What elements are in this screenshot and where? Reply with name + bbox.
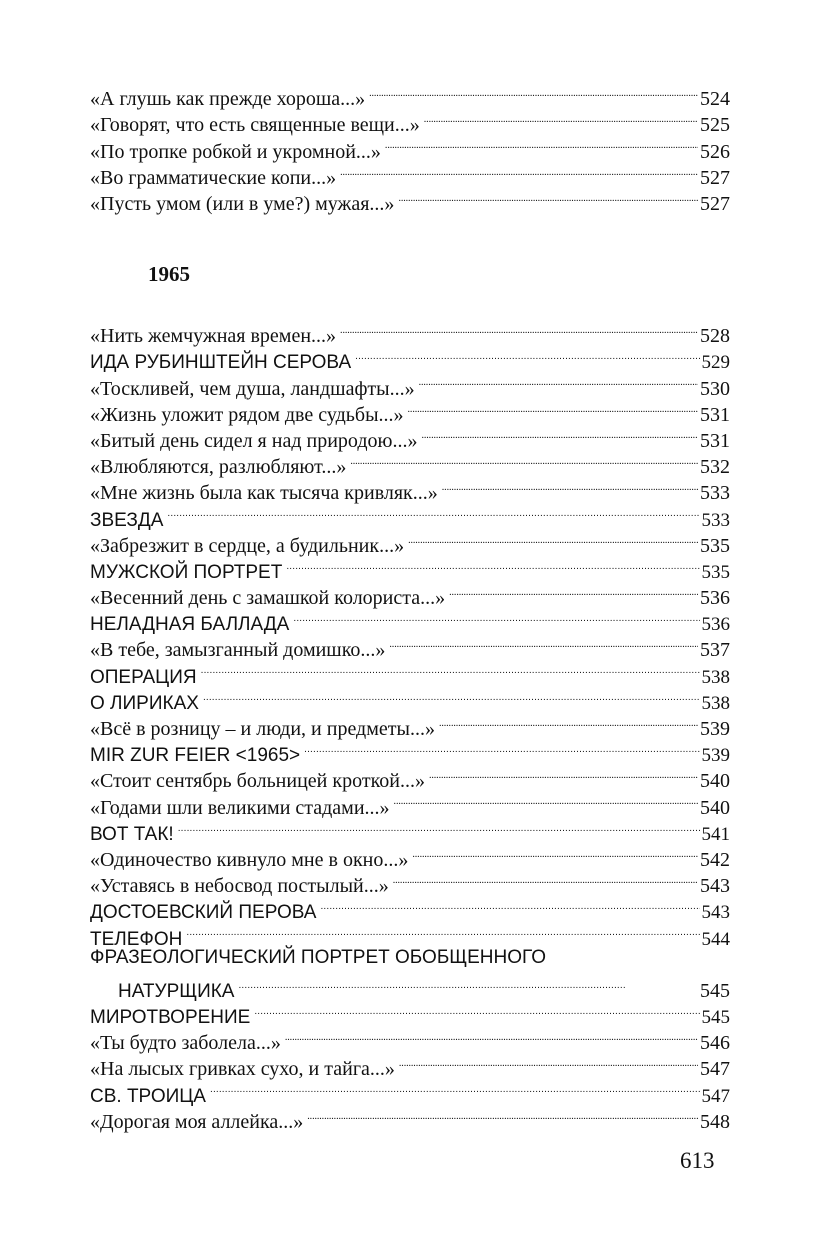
toc-entry-page: 546	[700, 1032, 730, 1055]
toc-entry	[90, 499, 730, 531]
toc-entry-page: 528	[700, 325, 730, 348]
toc-entry-title: ИДА РУБИНШТЕЙН СЕРОВА	[90, 352, 352, 374]
dot-leader	[307, 1102, 698, 1128]
dot-leader	[389, 630, 698, 656]
toc-entry-title: О ЛИРИКАХ	[90, 692, 199, 714]
dot-leader	[429, 761, 698, 787]
dot-leader	[399, 1049, 698, 1075]
toc-entry-title-line1: ФРАЗЕОЛОГИЧЕСКИЙ ПОРТРЕТ ОБОБЩЕННОГО	[90, 946, 547, 968]
toc-entry-title: ЗВЕЗДА	[90, 509, 164, 531]
dot-leader	[442, 473, 698, 499]
toc-list-1965	[90, 316, 730, 1133]
dot-leader	[385, 131, 698, 157]
section-heading-1965: 1965	[148, 262, 190, 286]
dot-leader	[350, 447, 698, 473]
dot-leader	[421, 421, 698, 447]
toc-entry-title: МУЖСКОЙ ПОРТРЕТ	[90, 561, 283, 583]
toc-entry-page: 537	[700, 639, 730, 662]
toc-entry-page: 526	[700, 140, 730, 163]
toc-entry-title: «Тоскливей, чем душа, ландшафты...»	[90, 377, 415, 400]
toc-entry-page: 540	[700, 770, 730, 793]
toc-entry	[90, 79, 730, 111]
dot-leader	[369, 79, 698, 105]
dot-leader	[408, 526, 698, 552]
toc-entry	[90, 918, 730, 950]
toc-entry-title: «Одиночество кивнуло мне в окно...»	[90, 848, 409, 871]
toc-entry-page: 524	[700, 88, 730, 111]
dot-leader	[186, 918, 699, 944]
toc-entry-title: «Дорогая моя аллейка...»	[90, 1110, 304, 1133]
toc-entry	[90, 840, 730, 871]
toc-entry-title: «Влюбляются, разлюбляют...»	[90, 456, 347, 479]
dot-leader	[210, 1075, 700, 1101]
toc-entry-page: 535	[701, 561, 730, 583]
toc-list-top	[90, 79, 730, 215]
dot-leader	[393, 866, 698, 892]
toc-entry-page: 539	[700, 718, 730, 740]
toc-entry-title-line2: НАТУРЩИКА	[118, 980, 235, 1002]
dot-leader	[449, 578, 698, 604]
toc-entry-page: 545	[700, 979, 730, 1002]
toc-entry-page: 543	[701, 902, 730, 924]
dot-leader	[167, 499, 699, 525]
toc-entry-page: 541	[701, 823, 730, 845]
dot-leader	[412, 840, 698, 866]
toc-entry-page: 527	[700, 166, 730, 189]
toc-entry-title: MIR ZUR FEIER <1965>	[90, 745, 301, 767]
dot-leader	[320, 892, 699, 918]
dot-leader	[394, 787, 698, 813]
dot-leader	[340, 316, 698, 342]
dot-leader	[286, 552, 699, 578]
toc-entry-title: НЕЛАДНАЯ БАЛЛАДА	[90, 614, 290, 636]
dot-leader	[254, 997, 699, 1023]
toc-entry-title: «Ты будто заболела...»	[90, 1032, 281, 1055]
toc-entry-page: 530	[700, 377, 730, 400]
toc-entry-page: 543	[700, 875, 730, 898]
toc-entry-wrapped	[90, 945, 730, 1002]
toc-entry-title: «По тропке робкой и укромной...»	[90, 140, 381, 163]
dot-leader	[408, 395, 698, 421]
dot-leader	[203, 683, 700, 709]
toc-entry-title: «На лысых гривках сухо, и тайга...»	[90, 1058, 395, 1081]
toc-entry	[90, 316, 730, 348]
toc-entry-page: 533	[700, 482, 730, 505]
toc-entry-title: «Во грамматические копи...»	[90, 166, 337, 189]
toc-entry-page: 538	[701, 666, 730, 688]
toc-entry-page: 547	[700, 1058, 730, 1081]
toc-entry-title: ВОТ ТАК!	[90, 823, 174, 845]
toc-entry-title: ТЕЛЕФОН	[90, 928, 183, 950]
dot-leader	[355, 342, 699, 368]
toc-entry-page: 533	[701, 509, 730, 531]
toc-entry-title: ОПЕРАЦИЯ	[90, 666, 197, 688]
dot-leader	[340, 158, 698, 184]
toc-entry-title: «Годами шли великими стадами...»	[90, 796, 390, 819]
toc-entry	[90, 814, 730, 845]
toc-entry-page: 544	[701, 928, 730, 950]
dot-leader	[304, 735, 699, 761]
dot-leader	[439, 709, 698, 735]
toc-entry-title: «Всё в розницу – и люди, и предметы...»	[90, 718, 435, 740]
toc-entry-title: «Мне жизнь была как тысяча кривляк...»	[90, 482, 438, 505]
toc-entry-title: МИРОТВОРЕНИЕ	[90, 1007, 251, 1029]
toc-entry-title: ДОСТОЕВСКИЙ ПЕРОВА	[90, 902, 317, 924]
dot-leader	[293, 604, 699, 630]
toc-entry-title: «Нить жемчужная времен...»	[90, 325, 337, 348]
toc-entry-title: «А глушь как прежде хороша...»	[90, 88, 366, 111]
toc-entry-page: 542	[700, 848, 730, 871]
toc-entry-page: 531	[700, 403, 730, 426]
toc-entry-page: 547	[701, 1085, 730, 1107]
toc-entry-title: «Жизнь уложит рядом две судьбы...»	[90, 403, 404, 426]
toc-entry-title: «Весенний день с замашкой колориста...»	[90, 587, 446, 610]
dot-leader	[238, 971, 698, 997]
toc-entry-page: 532	[700, 456, 730, 479]
toc-entry-page: 539	[701, 745, 730, 767]
toc-entry-page: 535	[700, 534, 730, 557]
toc-entry-page: 529	[701, 352, 730, 374]
toc-entry-title: «Забрезжит в сердце, а будильник...»	[90, 534, 405, 557]
toc-entry-page: 540	[700, 796, 730, 819]
toc-entry-page: 538	[701, 692, 730, 714]
toc-entry-title: «В тебе, замызганный домишко...»	[90, 639, 386, 662]
toc-entry-page: 527	[700, 192, 730, 215]
toc-entry-page: 525	[700, 114, 730, 137]
toc-entry-title: СВ. ТРОИЦА	[90, 1085, 206, 1107]
toc-entry-title: «Пусть умом (или в уме?) мужая...»	[90, 192, 395, 215]
toc-entry-page: 545	[701, 1007, 730, 1029]
dot-leader	[424, 105, 698, 131]
toc-entry-title: «Уставясь в небосвод постылый...»	[90, 875, 389, 898]
toc-entry-page: 548	[700, 1110, 730, 1133]
toc-entry-page: 536	[700, 587, 730, 610]
dot-leader	[419, 368, 698, 394]
toc-entry	[90, 526, 730, 557]
dot-leader	[178, 814, 700, 840]
toc-entry-title: «Говорят, что есть священные вещи...»	[90, 114, 420, 137]
toc-entry-title: «Стоит сентябрь больницей кроткой...»	[90, 770, 425, 793]
toc-entry-page: 531	[700, 429, 730, 452]
page-number: 613	[680, 1148, 715, 1173]
dot-leader	[285, 1023, 698, 1049]
dot-leader	[398, 184, 698, 210]
toc-entry-title: «Битый день сидел я над природою...»	[90, 429, 418, 452]
toc-entry-page: 536	[701, 614, 730, 636]
dot-leader	[201, 656, 700, 682]
